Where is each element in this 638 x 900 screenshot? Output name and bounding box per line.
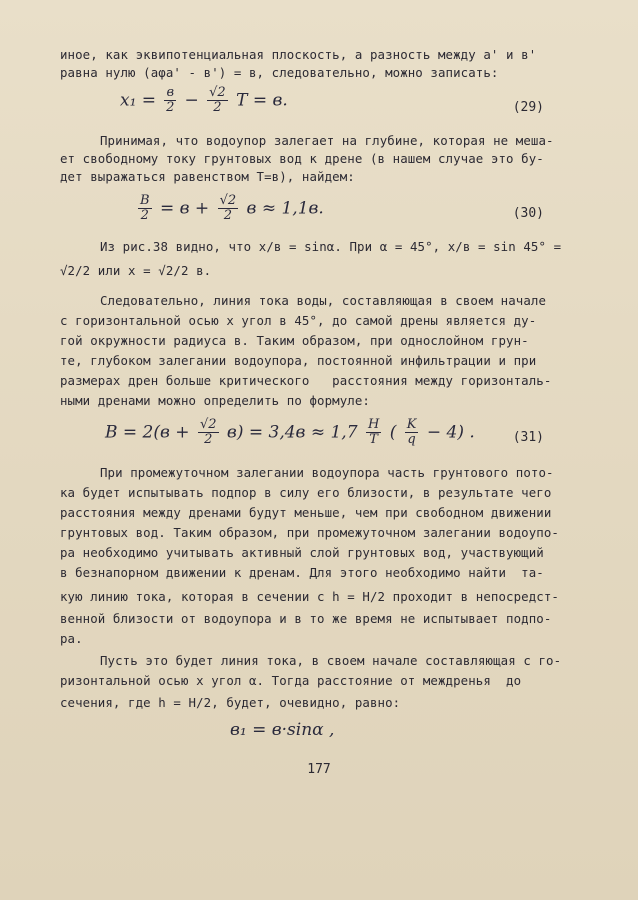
page-number: 177 <box>307 762 331 777</box>
eq31-paren: ( <box>389 422 397 443</box>
text-line: ными дренами можно определить по формуле: <box>60 393 370 408</box>
text-line: Из рис.38 видно, что x/в = sinα. При α = 45°, x/в = sin 45° = <box>100 239 562 254</box>
eq31-tail: − 4) . <box>426 422 475 443</box>
text-line: При промежуточном залегании водоупора часть грунтового пото- <box>100 465 554 480</box>
eq31-f1-denominator: 2 <box>204 432 213 448</box>
text-line: иное, как эквипотенциальная плоскость, а разность между а' и в' <box>60 47 537 62</box>
eq30-f2-numerator: √2 <box>219 193 237 208</box>
eq31-fraction-1 <box>198 418 219 448</box>
eq29-f1-denominator: 2 <box>166 100 175 116</box>
eq31-mid: в) = 3,4в ≈ 1,7 <box>226 422 358 443</box>
eq29-f2-numerator: √2 <box>209 85 226 100</box>
text-line: ет свободному току грунтовых вод к дрене (в нашем случае это бу- <box>60 151 544 166</box>
text-line: размерах дрен больше критического расстояния между горизонталь- <box>60 373 552 388</box>
eq29-minus: − <box>184 90 199 111</box>
text-line: Принимая, что водоупор залегает на глубине, которая не меша- <box>100 133 554 148</box>
eq30-fraction-1 <box>138 194 152 224</box>
eq31-f2-numerator: H <box>367 417 380 432</box>
eq30-f1-denominator: 2 <box>140 208 149 224</box>
equation-31-number: (31) <box>512 430 544 445</box>
text-line: Пусть это будет линия тока, в своем начале составляющая с го- <box>100 653 562 668</box>
text-line: дет выражаться равенством T=в), найдем: <box>60 169 355 184</box>
text-line: венной близости от водоупора и в то же время не испытывает подпо- <box>60 611 552 626</box>
eq29-f1-numerator: в <box>166 85 175 100</box>
eq31-f1-numerator: √2 <box>199 417 217 432</box>
equation-29-number: (29) <box>512 100 544 115</box>
text-line: в безнапорном движении к дренам. Для этого необходимо найти та- <box>60 565 544 580</box>
equation-31 <box>105 418 475 448</box>
text-line: кую линию тока, которая в сечении с h = H/2 проходит в непосредст- <box>60 589 559 604</box>
text-line: равна нулю (aφа' - в') = в, следовательно, можно записать: <box>60 65 499 80</box>
text-line: те, глубоком залегании водоупора, постоянной инфильтрации и при <box>60 353 537 368</box>
text-line: грунтовых вод. Таким образом, при промежуточном залегании водоупо- <box>60 525 559 540</box>
eq31-f2-denominator: T <box>369 432 378 448</box>
eq31-head: В = 2(в + <box>105 422 190 443</box>
eq29-fraction-2 <box>207 86 228 116</box>
equation-30-number: (30) <box>512 206 544 221</box>
eq30-tail: в ≈ 1,1в. <box>246 198 324 219</box>
eq30-f1-numerator: В <box>140 193 150 208</box>
eq31-f3-numerator: K <box>406 417 417 432</box>
eq30-fraction-2 <box>218 194 239 224</box>
equation-29 <box>120 86 288 116</box>
eq29-fraction-1 <box>164 86 176 116</box>
eq30-mid: = в + <box>159 198 210 219</box>
eq29-left: x₁ = <box>120 90 157 111</box>
eq31-fraction-2 <box>366 418 381 448</box>
eq31-fraction-3 <box>405 418 419 448</box>
equation-30 <box>135 194 324 224</box>
text-line: ризонтальной осью x угол α. Тогда расстояние от междренья до <box>60 673 522 688</box>
eq29-f2-denominator: 2 <box>213 100 222 116</box>
text-line: √2/2 или x = √2/2 в. <box>60 263 212 278</box>
text-line: ра. <box>60 631 83 646</box>
text-line: расстояния между дренами будут меньше, чем при свободном движении <box>60 505 552 520</box>
text-line: гой окружности радиуса в. Таким образом, при однослойном грун- <box>60 333 529 348</box>
eq31-f3-denominator: q <box>407 432 416 448</box>
eq30-f2-denominator: 2 <box>223 208 232 224</box>
text-line: с горизонтальной осью x угол в 45°, до самой дрены является ду- <box>60 313 537 328</box>
text-line: ка будет испытывать подпор в силу его близости, в результате чего <box>60 485 552 500</box>
text-line: Следовательно, линия тока воды, составляющая в своем начале <box>100 293 547 308</box>
text-line: ра необходимо учитывать активный слой грунтовых вод, участвующий <box>60 545 544 560</box>
text-line: сечения, где h = H/2, будет, очевидно, равно: <box>60 695 401 710</box>
eq29-tail: T = в. <box>236 90 288 111</box>
equation-32: в₁ = в·sinα , <box>230 720 335 740</box>
